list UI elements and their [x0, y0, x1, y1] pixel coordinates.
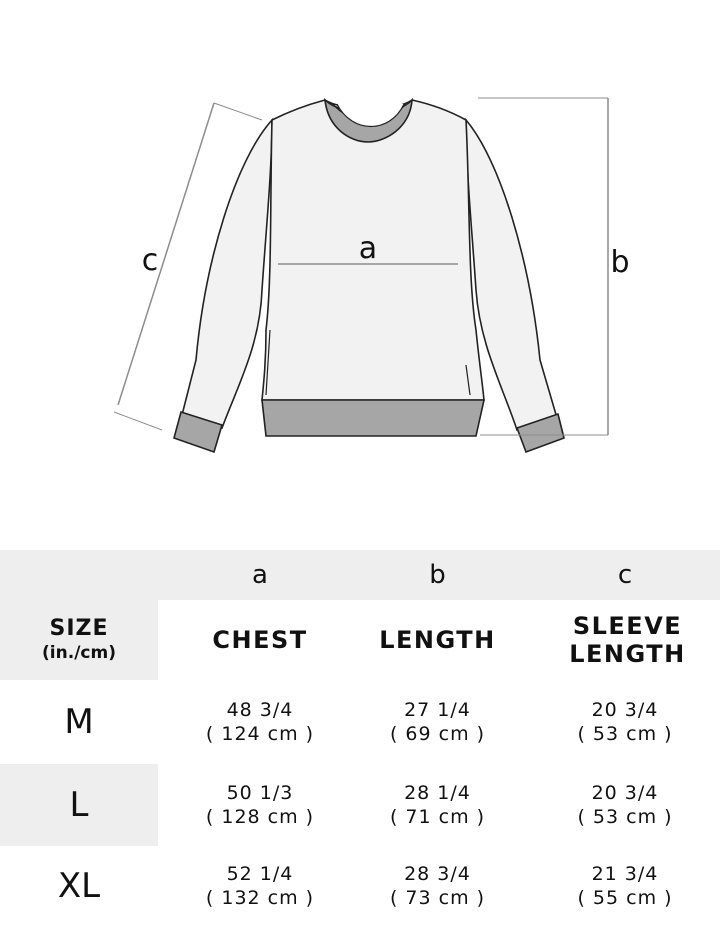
header-chest	[175, 600, 345, 680]
table-row-m-chest	[175, 680, 345, 764]
table-row-m-length	[355, 680, 520, 764]
size-xl: XL	[57, 866, 101, 906]
dimension-label-c: c	[141, 243, 159, 278]
table-row-xl-chest	[175, 846, 345, 926]
header-chest-label: CHEST	[212, 626, 308, 654]
chest-cm: ( 128 cm )	[205, 806, 315, 828]
column-letter-b: b	[429, 560, 446, 590]
sleeve-inches: 20 3/4	[591, 782, 659, 804]
header-sleeve-line2: LENGTH	[569, 640, 686, 668]
table-row-m-sleeve	[540, 680, 710, 764]
size-header	[0, 600, 158, 680]
size-header-units: (in./cm)	[42, 643, 116, 663]
table-row-l-chest	[175, 764, 345, 846]
size-header-title: SIZE	[49, 616, 109, 641]
chest-inches: 48 3/4	[226, 699, 294, 721]
table-row-l-sleeve	[540, 764, 710, 846]
table-row-xl-sleeve	[540, 846, 710, 926]
length-inches: 28 3/4	[404, 863, 471, 885]
dimension-label-a: a	[358, 231, 378, 266]
length-inches: 28 1/4	[404, 782, 471, 804]
length-cm: ( 69 cm )	[389, 723, 486, 745]
table-row-xl-length	[355, 846, 520, 926]
sleeve-cm: ( 55 cm )	[577, 887, 673, 909]
length-cm: ( 73 cm )	[389, 887, 486, 909]
sleeve-inches: 21 3/4	[591, 863, 659, 885]
chest-cm: ( 132 cm )	[205, 887, 315, 909]
column-letter-a: a	[252, 560, 268, 590]
header-length-label: LENGTH	[379, 626, 496, 654]
chest-inches: 52 1/4	[226, 863, 294, 885]
chest-inches: 50 1/3	[226, 782, 294, 804]
sleeve-inches: 20 3/4	[591, 699, 659, 721]
header-sleeve-length	[540, 600, 715, 680]
sleeve-cm: ( 53 cm )	[577, 806, 673, 828]
sleeve-cm: ( 53 cm )	[577, 723, 673, 745]
size-l: L	[69, 785, 89, 825]
waistband	[262, 400, 484, 436]
column-letter-c: c	[617, 560, 633, 590]
left-sleeve	[182, 120, 272, 428]
length-cm: ( 71 cm )	[389, 806, 486, 828]
length-inches: 27 1/4	[404, 699, 471, 721]
size-chart	[0, 550, 720, 930]
size-m: M	[64, 702, 94, 742]
chest-cm: ( 124 cm )	[205, 723, 315, 745]
table-row-l-length	[355, 764, 520, 846]
dimension-label-b: b	[610, 245, 630, 280]
header-length	[355, 600, 520, 680]
header-sleeve-line1: SLEEVE	[572, 612, 683, 640]
